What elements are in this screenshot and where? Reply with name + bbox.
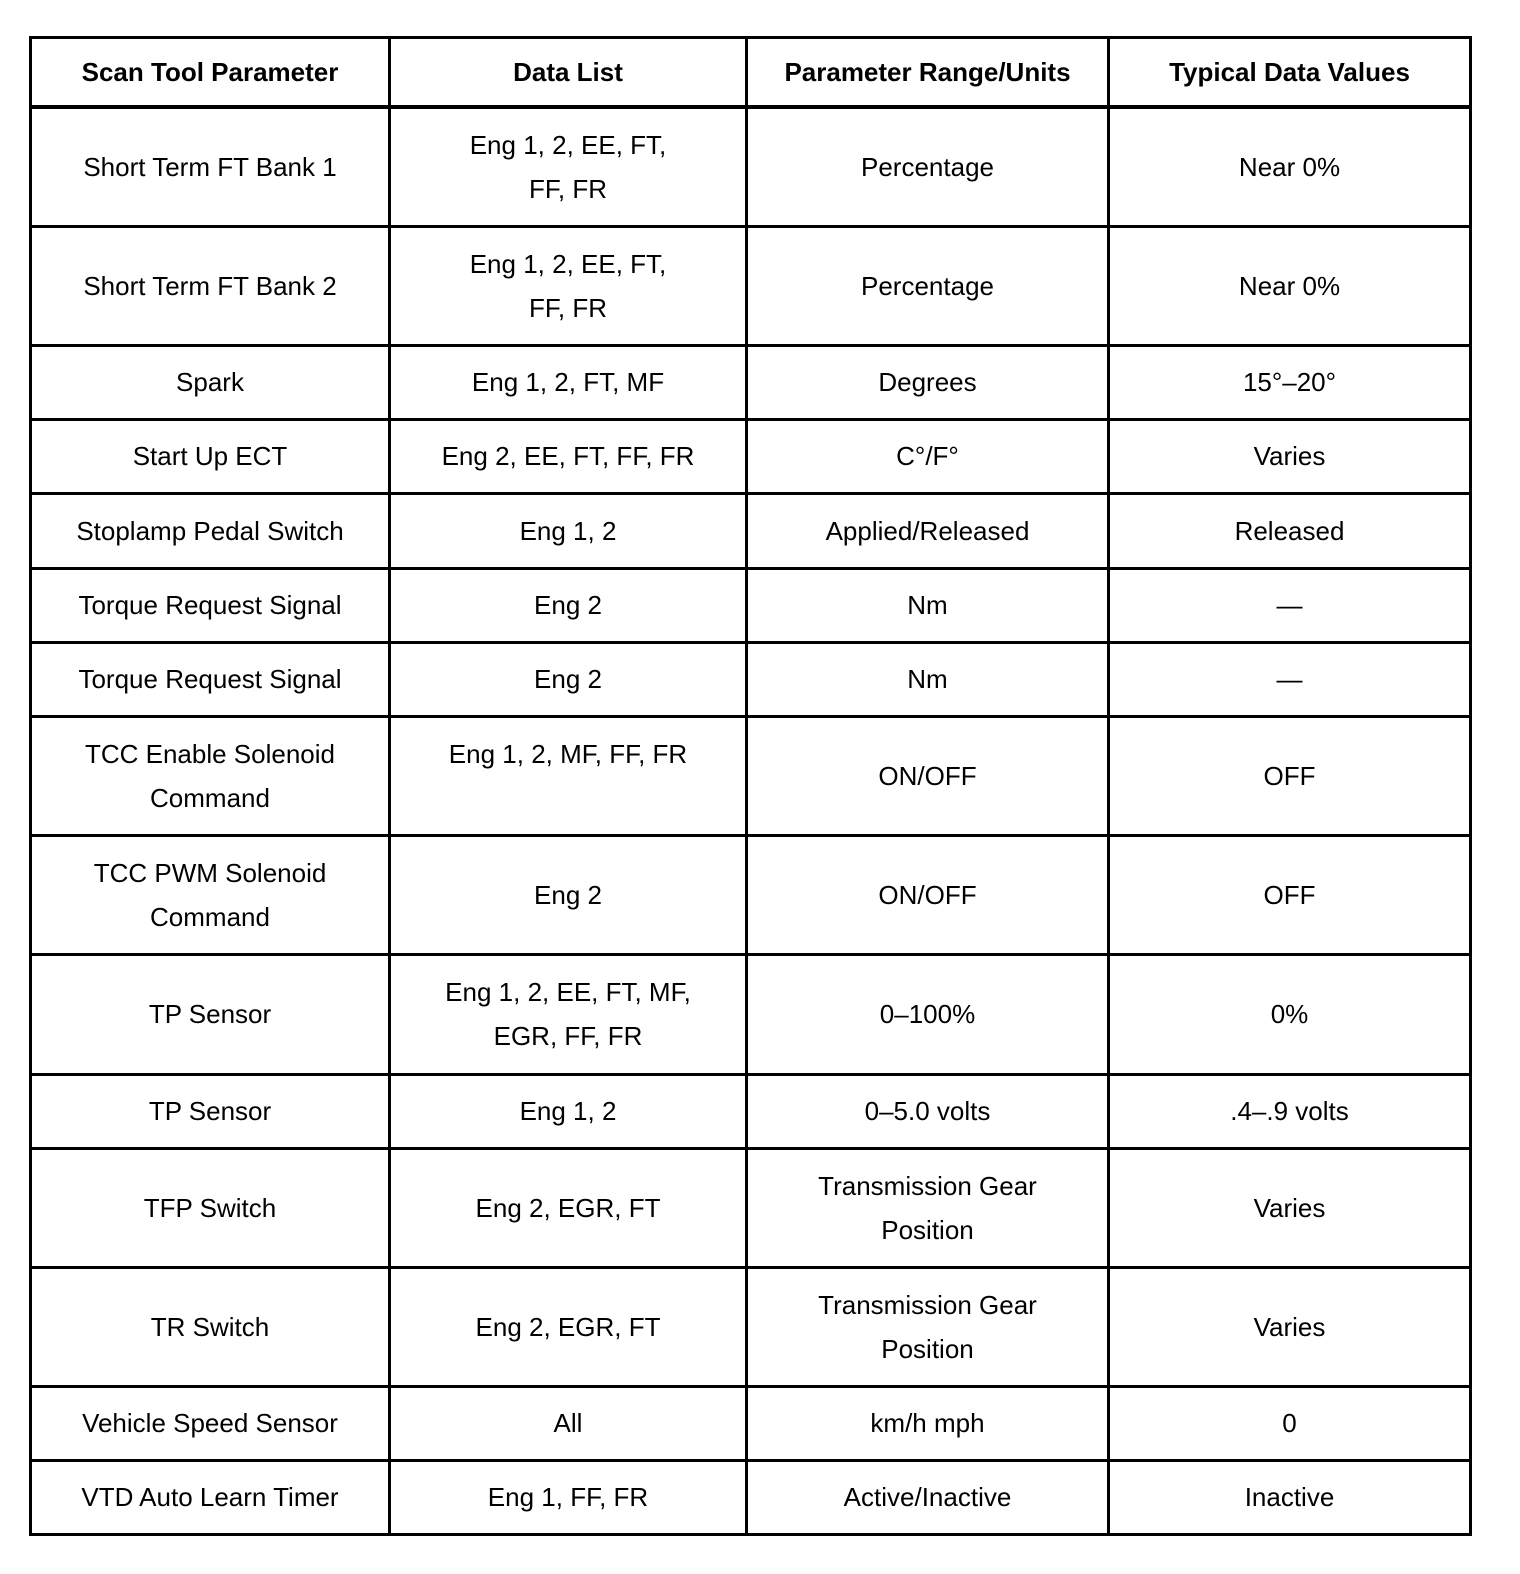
table-row	[31, 1386, 1471, 1460]
cell-text: Torque Request Signal	[78, 664, 342, 694]
cell-text: Near 0%	[1238, 151, 1341, 182]
cell-text: Varies	[1253, 441, 1326, 471]
cell-data-list	[390, 954, 747, 1074]
table-row	[31, 107, 1471, 226]
cell-text: 0–100%	[879, 999, 976, 1029]
cell-typical-value	[1109, 1386, 1471, 1460]
cell-text: OFF	[1263, 760, 1316, 791]
cell-data-list	[390, 107, 747, 226]
cell-scan-tool-parameter	[31, 1148, 390, 1267]
cell-text: —	[1276, 664, 1303, 694]
cell-text: Vehicle Speed Sensor	[82, 1408, 338, 1438]
cell-scan-tool-parameter	[31, 835, 390, 954]
cell-text: Eng 2	[534, 664, 602, 694]
cell-data-list	[390, 1074, 747, 1148]
cell-typical-value	[1109, 716, 1471, 835]
cell-typical-value	[1109, 1460, 1471, 1534]
cell-text: Eng 2	[534, 879, 602, 910]
cell-data-list	[390, 1148, 747, 1267]
cell-text: 15°–20°	[1242, 367, 1337, 397]
cell-parameter-range	[747, 345, 1109, 419]
header-scan-tool-parameter: Scan Tool Parameter	[31, 38, 390, 108]
cell-text: Eng 1, FF, FR	[487, 1482, 649, 1512]
cell-text: TFP Switch	[143, 1192, 277, 1223]
cell-text: Eng 2, EGR, FT	[475, 1311, 661, 1342]
table-header-row	[31, 38, 1471, 108]
table-row	[31, 1460, 1471, 1534]
cell-text: Near 0%	[1238, 270, 1341, 301]
cell-text: Eng 2	[534, 590, 602, 620]
cell-parameter-range	[747, 493, 1109, 568]
cell-data-list	[390, 345, 747, 419]
table-row	[31, 345, 1471, 419]
cell-text: 0–5.0 volts	[864, 1096, 991, 1126]
cell-text: Torque Request Signal	[78, 590, 342, 620]
cell-text: Start Up ECT	[132, 441, 288, 471]
cell-parameter-range	[747, 1267, 1109, 1386]
cell-parameter-range	[747, 835, 1109, 954]
cell-text: Stoplamp Pedal Switch	[76, 515, 344, 546]
cell-text: Eng 1, 2, EE, FT, FF, FR	[469, 129, 667, 204]
table-row	[31, 642, 1471, 716]
cell-scan-tool-parameter	[31, 226, 390, 345]
cell-parameter-range	[747, 1386, 1109, 1460]
cell-typical-value	[1109, 419, 1471, 493]
cell-text: Varies	[1253, 1192, 1326, 1223]
cell-data-list	[390, 568, 747, 642]
table-row	[31, 835, 1471, 954]
table-row	[31, 419, 1471, 493]
cell-typical-value	[1109, 642, 1471, 716]
cell-scan-tool-parameter	[31, 642, 390, 716]
cell-parameter-range	[747, 226, 1109, 345]
cell-data-list	[390, 1386, 747, 1460]
cell-text: Transmission Gear Position	[818, 1289, 1037, 1364]
cell-text: VTD Auto Learn Timer	[81, 1482, 339, 1512]
cell-text: All	[553, 1408, 583, 1438]
cell-text: Percentage	[861, 270, 994, 301]
cell-data-list	[390, 835, 747, 954]
table-row	[31, 954, 1471, 1074]
cell-data-list	[390, 716, 747, 835]
cell-parameter-range	[747, 1460, 1109, 1534]
cell-text: TR Switch	[150, 1311, 270, 1342]
cell-data-list	[390, 226, 747, 345]
cell-text: Eng 1, 2, EE, FT, FF, FR	[469, 248, 667, 323]
cell-scan-tool-parameter	[31, 345, 390, 419]
cell-text: Spark	[176, 367, 244, 397]
cell-text: km/h mph	[870, 1408, 985, 1438]
cell-typical-value	[1109, 1148, 1471, 1267]
cell-scan-tool-parameter	[31, 419, 390, 493]
cell-text: 0	[1282, 1408, 1297, 1438]
cell-text: Nm	[907, 664, 948, 694]
table-row	[31, 493, 1471, 568]
cell-data-list	[390, 1460, 747, 1534]
cell-text: TCC Enable Solenoid Command	[84, 738, 336, 813]
cell-text: C°/F°	[896, 441, 959, 471]
cell-typical-value	[1109, 345, 1471, 419]
table-row	[31, 226, 1471, 345]
cell-parameter-range	[747, 419, 1109, 493]
cell-typical-value	[1109, 954, 1471, 1074]
cell-text: Transmission Gear Position	[818, 1170, 1037, 1245]
cell-text: Eng 1, 2, FT, MF	[471, 367, 665, 397]
cell-scan-tool-parameter	[31, 1267, 390, 1386]
cell-parameter-range	[747, 954, 1109, 1074]
cell-typical-value	[1109, 1267, 1471, 1386]
cell-typical-value	[1109, 568, 1471, 642]
cell-text: Short Term FT Bank 1	[83, 151, 337, 182]
cell-scan-tool-parameter	[31, 1074, 390, 1148]
cell-text: Short Term FT Bank 2	[83, 270, 337, 301]
cell-text: TCC PWM Solenoid Command	[93, 857, 327, 932]
cell-typical-value	[1109, 226, 1471, 345]
cell-data-list	[390, 493, 747, 568]
cell-text: Varies	[1253, 1311, 1326, 1342]
cell-text: .4–.9 volts	[1230, 1096, 1349, 1126]
cell-text: Degrees	[878, 367, 977, 397]
cell-typical-value	[1109, 107, 1471, 226]
cell-scan-tool-parameter	[31, 716, 390, 835]
cell-scan-tool-parameter	[31, 954, 390, 1074]
cell-scan-tool-parameter	[31, 107, 390, 226]
cell-typical-value	[1109, 835, 1471, 954]
table-row	[31, 716, 1471, 835]
cell-parameter-range	[747, 568, 1109, 642]
cell-scan-tool-parameter	[31, 1460, 390, 1534]
cell-text: Eng 1, 2	[519, 515, 617, 546]
scan-tool-data-table	[29, 36, 1472, 1536]
cell-typical-value	[1109, 493, 1471, 568]
cell-scan-tool-parameter	[31, 1386, 390, 1460]
cell-parameter-range	[747, 1074, 1109, 1148]
table-row	[31, 1267, 1471, 1386]
cell-text: TP Sensor	[148, 1096, 272, 1126]
cell-data-list	[390, 1267, 747, 1386]
table-row	[31, 568, 1471, 642]
cell-data-list	[390, 419, 747, 493]
cell-text: Applied/Released	[825, 515, 1030, 546]
cell-parameter-range	[747, 716, 1109, 835]
header-parameter-range-units: Parameter Range/Units	[747, 38, 1109, 108]
cell-text: Nm	[907, 590, 948, 620]
cell-text: ON/OFF	[878, 879, 977, 910]
cell-text: —	[1276, 590, 1303, 620]
header-data-list: Data List	[390, 38, 747, 108]
cell-parameter-range	[747, 107, 1109, 226]
header-typical-data-values: Typical Data Values	[1109, 38, 1471, 108]
cell-text: Eng 1, 2, MF, FF, FR	[448, 738, 688, 769]
cell-text: Eng 2, EE, FT, FF, FR	[441, 441, 695, 471]
table-row	[31, 1148, 1471, 1267]
table-row	[31, 1074, 1471, 1148]
cell-text: Eng 1, 2	[519, 1096, 617, 1126]
cell-text: Eng 1, 2, EE, FT, MF, EGR, FF, FR	[445, 977, 691, 1051]
cell-parameter-range	[747, 1148, 1109, 1267]
cell-text: Inactive	[1244, 1482, 1335, 1512]
cell-scan-tool-parameter	[31, 493, 390, 568]
cell-scan-tool-parameter	[31, 568, 390, 642]
cell-text: Active/Inactive	[843, 1482, 1012, 1512]
cell-text: Percentage	[861, 151, 994, 182]
cell-text: TP Sensor	[148, 999, 272, 1029]
cell-text: 0%	[1270, 999, 1309, 1029]
cell-text: ON/OFF	[878, 760, 977, 791]
cell-text: Released	[1234, 515, 1345, 546]
cell-parameter-range	[747, 642, 1109, 716]
cell-typical-value	[1109, 1074, 1471, 1148]
cell-data-list	[390, 642, 747, 716]
cell-text: Eng 2, EGR, FT	[475, 1192, 661, 1223]
cell-text: OFF	[1263, 879, 1316, 910]
